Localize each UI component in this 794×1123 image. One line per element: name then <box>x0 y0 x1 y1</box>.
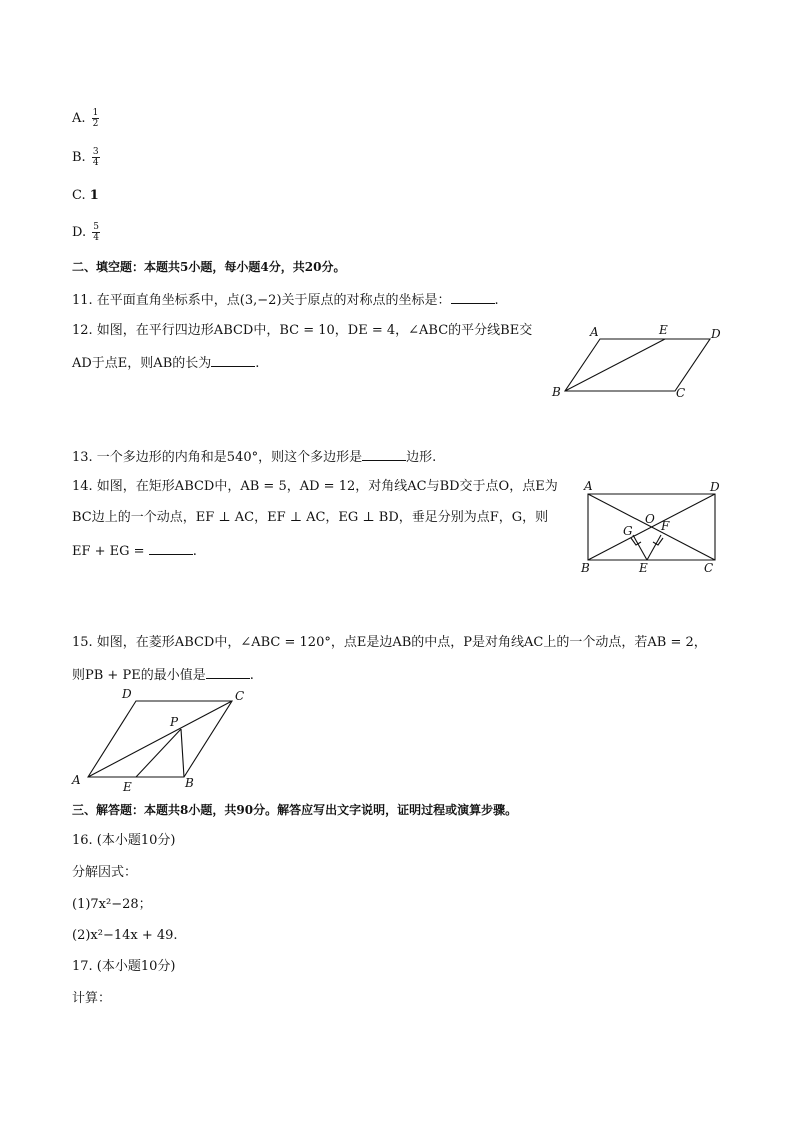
segment-ef <box>647 535 661 560</box>
question-11 <box>72 289 499 311</box>
question-end: . <box>249 668 254 683</box>
question-end: 边形. <box>406 450 437 465</box>
question-17-title: 17. (本小题10分) <box>72 959 176 974</box>
segment-eg <box>633 535 647 560</box>
label-g: G <box>623 524 633 538</box>
parallelogram-figure <box>545 318 735 408</box>
rectangle-figure <box>575 478 725 578</box>
fraction <box>92 108 100 129</box>
question-17-instruction: 计算： <box>72 991 112 1006</box>
denominator: 4 <box>93 233 99 243</box>
question-text: 则PB + PE的最小值是 <box>72 668 206 683</box>
option-letter: C. <box>72 188 86 203</box>
question-end: . <box>494 293 499 308</box>
label-c: C <box>235 689 245 703</box>
label-e: E <box>639 561 648 575</box>
option-letter: A. <box>72 111 86 126</box>
label-d: D <box>711 327 721 341</box>
answer-blank[interactable] <box>149 540 193 555</box>
answer-blank[interactable] <box>451 289 495 304</box>
numerator: 1 <box>92 108 99 118</box>
rhombus-figure <box>66 684 256 794</box>
answer-blank[interactable] <box>206 664 250 679</box>
denominator: 2 <box>92 119 99 129</box>
section-text: 二、填空题：本题共 <box>72 260 181 274</box>
section-text: 小题，每小题 <box>188 260 261 274</box>
section-number: 8 <box>180 803 189 817</box>
option-value: 1 <box>89 188 99 203</box>
denominator: 4 <box>92 158 99 168</box>
question-16-title: 16. (本小题10分) <box>72 833 176 848</box>
question-text: 13. 一个多边形的内角和是540°，则这个多边形是 <box>72 450 363 465</box>
fraction <box>92 222 100 243</box>
question-end: . <box>192 544 197 559</box>
label-f: F <box>661 519 670 533</box>
label-o: O <box>645 512 655 526</box>
question-12-line-1: 12. 如图，在平行四边形ABCD中，BC = 10，DE = 4，∠ABC的平分线BE交 <box>72 323 533 338</box>
question-text: EF + EG = <box>72 544 145 559</box>
label-c: C <box>676 386 686 400</box>
fraction <box>92 147 100 168</box>
label-d: D <box>122 687 132 701</box>
label-e: E <box>123 780 132 794</box>
section-text: 分，共 <box>268 260 305 274</box>
numerator: 3 <box>92 147 99 157</box>
right-angle-mark-g <box>631 538 641 545</box>
segment-pb <box>181 729 184 777</box>
question-15-line-1: 15. 如图，在菱形ABCD中，∠ABC = 120°，点E是边AB的中点，P是对角线AC上的一个动点，若AB = 2， <box>72 635 707 650</box>
answer-blank[interactable] <box>211 352 255 367</box>
numerator: 5 <box>93 222 99 232</box>
section-2-header <box>72 257 345 277</box>
section-3-header <box>72 800 517 820</box>
section-text: 小题，共 <box>188 803 237 817</box>
label-b: B <box>185 776 194 790</box>
label-a: A <box>72 773 81 787</box>
question-14-line-3 <box>72 540 197 562</box>
section-number: 90 <box>236 803 254 817</box>
parallelogram-abcd <box>565 339 710 391</box>
question-text: AD于点E，则AB的长为 <box>72 356 212 371</box>
question-13 <box>72 446 436 468</box>
label-p: P <box>170 715 179 729</box>
question-15-line-2 <box>72 664 254 686</box>
section-number: 4 <box>260 260 269 274</box>
answer-blank[interactable] <box>362 446 406 461</box>
section-number: 5 <box>180 260 189 274</box>
segment-be <box>565 339 665 391</box>
question-16-part-2: (2)x²−14x + 49. <box>72 928 178 943</box>
label-a: A <box>584 479 593 493</box>
section-text: 三、解答题：本题共 <box>72 803 181 817</box>
right-angle-mark-f <box>653 538 663 545</box>
label-b: B <box>581 561 590 575</box>
question-12-line-2 <box>72 352 259 374</box>
label-a: A <box>590 325 599 339</box>
diagonal-ac <box>88 701 232 777</box>
question-16-instruction: 分解因式： <box>72 865 138 880</box>
question-text: 11. 在平面直角坐标系中，点(3,−2)关于原点的对称点的坐标是： <box>72 293 451 308</box>
question-16-part-1: (1)7x²−28； <box>72 897 152 912</box>
question-14-line-2: BC边上的一个动点，EF ⊥ AC，EF ⊥ AC，EG ⊥ BD，垂足分别为点F，G，则 <box>72 510 549 525</box>
section-number: 20 <box>304 260 322 274</box>
label-d: D <box>710 480 720 494</box>
option-b <box>72 147 100 168</box>
label-b: B <box>552 385 561 399</box>
option-letter: B. <box>72 150 86 165</box>
option-c <box>72 186 99 206</box>
section-text: 分。 <box>321 260 346 274</box>
segment-pe <box>136 729 181 777</box>
label-e: E <box>659 323 668 337</box>
option-d <box>72 222 100 243</box>
section-text: 分。解答应写出文字说明，证明过程或演算步骤。 <box>253 803 518 817</box>
question-14-line-1: 14. 如图，在矩形ABCD中，AB = 5，AD = 12，对角线AC与BD交于点O，点E为 <box>72 479 558 494</box>
option-letter: D. <box>72 225 87 240</box>
option-a <box>72 108 99 129</box>
question-end: . <box>255 356 260 371</box>
label-c: C <box>704 561 714 575</box>
